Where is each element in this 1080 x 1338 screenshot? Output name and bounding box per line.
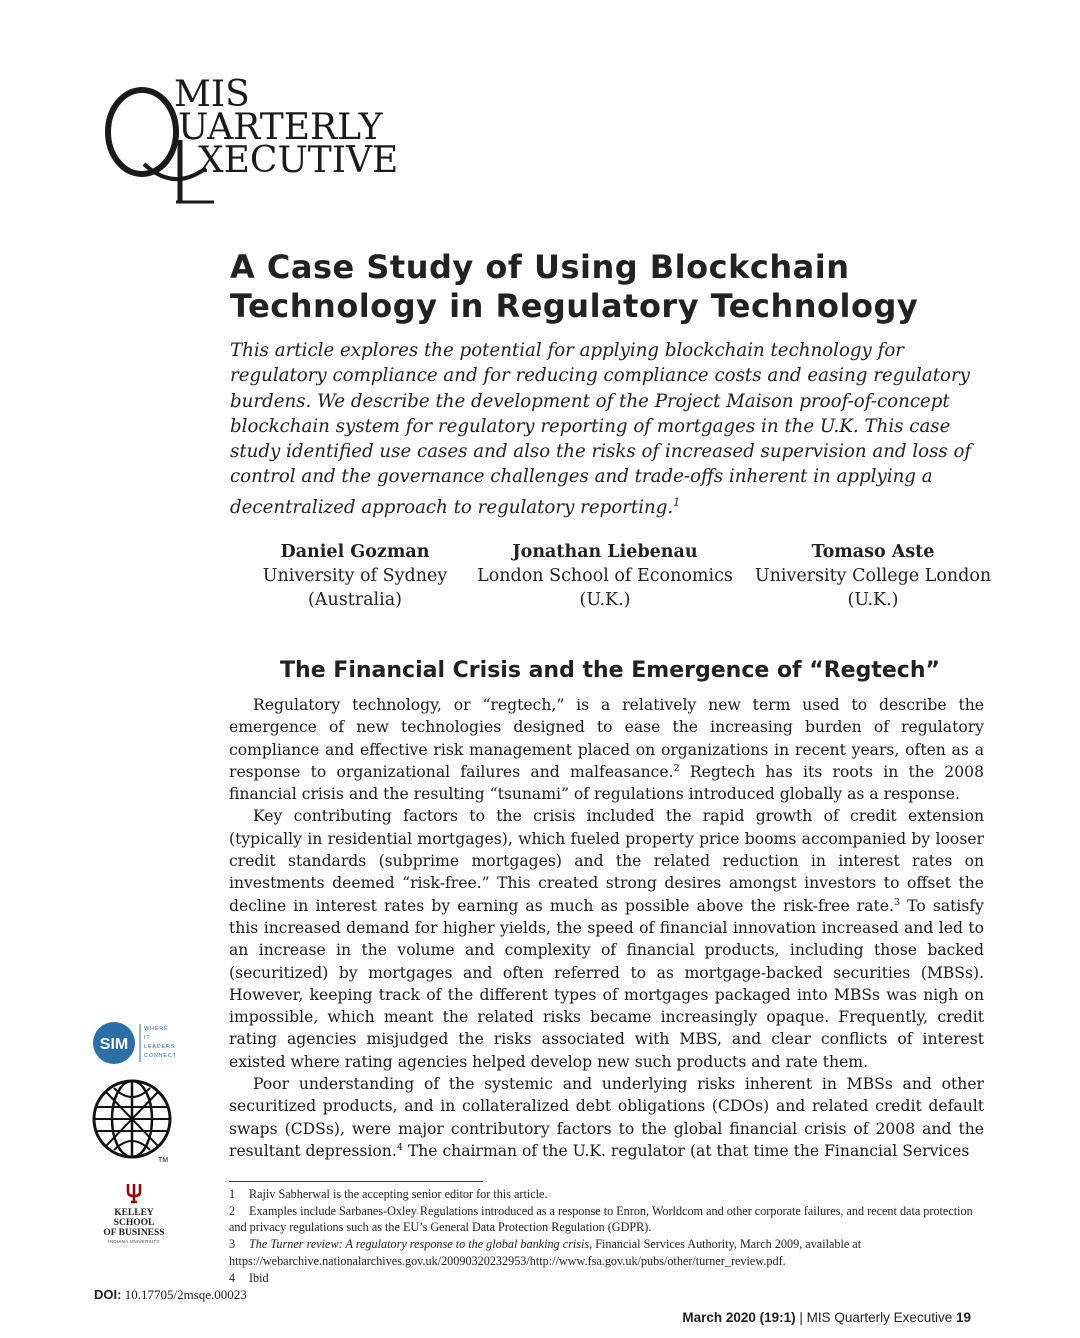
- author-name: Daniel Gozman: [280, 542, 430, 562]
- abstract-text: This article explores the potential for applying blockchain technology for regulatory compliance and for reducing compliance costs and easing regulatory burdens. We describe the development of the Project Maison proof-of-concept blockchain system for regulatory reporting of mortgages in the U.K. This case study identified use cases and also the risks of increased supervision and loss of control and the governance challenges and trade-offs inherent in applying a decentralized approach to regulatory reporting.: [230, 340, 972, 518]
- footnote-2: 2 Examples include Sarbanes-Oxley Regulations introduced as a response to Enron, Worldcom and other corporate failures, and recent data protection and privacy regulations such as the EU’s General Data Protection Regulation (GDPR).: [229, 1203, 973, 1235]
- author-country: (Australia): [307, 590, 402, 610]
- kelley-line-3: INDIANA UNIVERSITY: [108, 1239, 160, 1244]
- author-2: [475, 540, 735, 612]
- logo-quarterly: UARTERLY: [178, 107, 383, 148]
- doi: [94, 1287, 247, 1303]
- title-line-1: A Case Study of Using Blockchain: [230, 248, 850, 286]
- author-1: [250, 540, 460, 612]
- footnote-url-text[interactable]: , Financial Services Authority, March 2009, available at https://webarchive.nationalarchives.gov.uk/20090320232953/http://www.fsa.gov.uk/pubs/other/turner_review.pdf.: [229, 1237, 862, 1268]
- logo-q-ring: [108, 90, 176, 174]
- paragraph-2: Key contributing factors to the crisis included the rapid growth of credit extension (typically in residential mortgages), which fueled property price booms accompanied by looser credit standards (subprime mortgages) and the related reduction in interest rates on investments deemed “risk-free.” This created strong desires amongst investors to offset the decline in interest rates by earning as much as possible above the risk-free rate.$^3$ To satisfy this increased demand for higher yields, the speed of financial innovation increased and led to an increase in the volume and complexity of financial products, including those backed (securitized) by mortgages and often referred to as mortgage-backed securities (MBSs). However, keeping track of the different types of mortgages packaged into MBSs was nigh on impossible, which meant the related risks became increasingly opaque. Frequently, credit rating agencies misjudged the risks associated with MBS, and clear conflicts of interest existed where rating agencies helped develop new such products and rate them.: [229, 807, 984, 1071]
- author-list: [230, 540, 990, 616]
- article-title: [230, 248, 1010, 326]
- doi-value[interactable]: 10.17705/2msqe.00023: [121, 1287, 247, 1302]
- author-country: (U.K.): [579, 590, 631, 610]
- footnotes: [229, 1186, 989, 1286]
- abstract: [230, 338, 990, 520]
- page-number: 19: [955, 1310, 971, 1325]
- footnote-3: 3 The Turner review: A regulatory response to the global banking crisis, Financial Services Authority, March 2009, available at https://webarchive.nationalarchives.gov.uk/20090320232953/http://www.fsa.gov.uk/pubs/other/turner_review.pdf.: [229, 1237, 862, 1268]
- sim-tagline-3: LEADERS: [144, 1044, 176, 1050]
- footnote-divider: [229, 1181, 483, 1182]
- globe-icon: [92, 1078, 176, 1164]
- author-affiliation: London School of Economics: [477, 566, 733, 586]
- sim-logo: [93, 1020, 193, 1066]
- footnote-ref-4[interactable]: 4: [396, 1141, 403, 1153]
- journal-name: | MIS Quarterly Executive: [795, 1310, 956, 1325]
- logo-mis: MIS: [174, 74, 250, 115]
- sim-tagline-4: CONNECT: [144, 1053, 177, 1059]
- footnote-4: 4 Ibid: [229, 1270, 269, 1285]
- paragraph-1: Regulatory technology, or “regtech,” is a relatively new term used to describe the emergence of new technologies designed to ease the increasing burden of regulatory compliance and effective risk management placed on organizations in recent years, often as a response to organizational failures and malfeasance.$^2$ Regtech has its roots in the 2008 financial crisis and the resulting “tsunami” of regulations introduced globally as a response.: [229, 696, 984, 804]
- paragraph-3: Poor understanding of the systemic and underlying risks inherent in MBSs and other securitized products, and in collateralized debt obligations (CDOs) and related credit default swaps (CDSs), were major contributory factors to the global financial crisis of 2008 and the resultant depression.$^4$ The chairman of the U.K. regulator (at that time the Financial Services: [229, 1075, 984, 1160]
- kelley-school-logo: [94, 1182, 174, 1246]
- iu-trident-icon: [126, 1182, 142, 1204]
- sim-logo-text: SIM: [99, 1036, 129, 1053]
- sim-tagline-2: IT: [144, 1035, 151, 1041]
- sim-tagline-1: WHERE: [144, 1026, 169, 1032]
- title-line-2: Technology in Regulatory Technology: [230, 287, 919, 325]
- footnote-ref-2[interactable]: 2: [673, 762, 680, 774]
- author-3: [745, 540, 1001, 612]
- logo-q-tail: [144, 164, 206, 179]
- trademark-mark: TM: [158, 1157, 169, 1164]
- kelley-line-1: KELLEY SCHOOL: [113, 1208, 155, 1228]
- page-footer: [682, 1310, 971, 1325]
- issue-date: March 2020 (19:1): [682, 1310, 796, 1325]
- author-name: Jonathan Liebenau: [512, 542, 698, 562]
- doi-label: DOI:: [94, 1287, 122, 1302]
- abstract-note-ref[interactable]: 1: [673, 495, 681, 509]
- footnote-1: 1 Rajiv Sabherwal is the accepting senior editor for this article.: [229, 1187, 548, 1201]
- author-country: (U.K.): [847, 590, 899, 610]
- kelley-line-2: OF BUSINESS: [103, 1228, 165, 1238]
- footnote-source-title: The Turner review: A regulatory response to the global banking crisis: [249, 1237, 590, 1252]
- body-text: [229, 694, 984, 1162]
- section-heading: The Financial Crisis and the Emergence of “Regtech”: [280, 658, 940, 683]
- author-affiliation: University of Sydney: [262, 566, 448, 586]
- journal-logo: [104, 72, 424, 207]
- logo-executive: XECUTIVE: [198, 140, 399, 181]
- author-affiliation: University College London: [754, 566, 992, 586]
- author-name: Tomaso Aste: [811, 542, 935, 562]
- footnote-ref-3[interactable]: 3: [894, 896, 901, 908]
